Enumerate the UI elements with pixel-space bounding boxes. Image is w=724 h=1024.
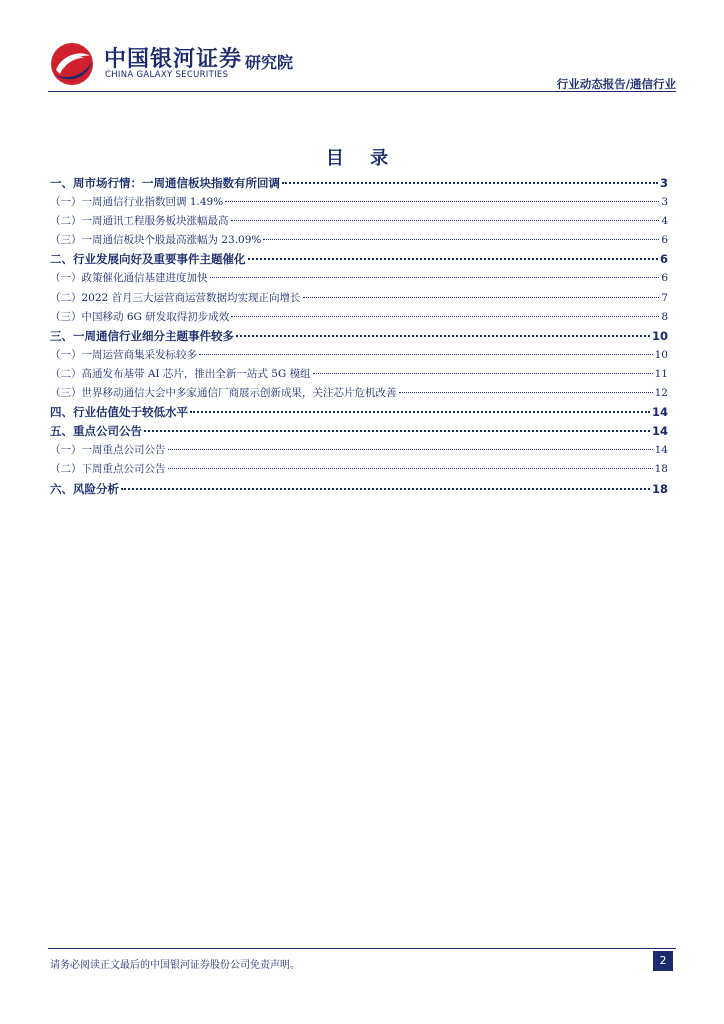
toc-entry-page: 14 (651, 424, 668, 439)
toc-entry-text: （一）一周重点公司公告 (50, 444, 166, 457)
toc-leader-dots (121, 488, 650, 490)
toc-leader-dots (248, 258, 658, 260)
toc-entry-subsection[interactable] (50, 290, 668, 309)
toc-entry-page: 7 (661, 291, 668, 304)
brand-name-en: CHINA GALAXY SECURITIES (105, 70, 229, 80)
toc-title: 目 录 (325, 148, 399, 169)
toc-entry-page: 14 (651, 405, 668, 420)
toc-entry-text: 二、行业发展向好及重要事件主题催化 (50, 252, 246, 267)
footer-divider (48, 948, 676, 949)
page-number: 2 (653, 951, 673, 971)
toc-entry-page: 18 (654, 463, 668, 476)
header-divider (48, 91, 676, 92)
toc-entry-page: 6 (661, 272, 668, 285)
toc-leader-dots (303, 297, 660, 298)
toc-entry-page: 10 (651, 328, 668, 343)
toc-leader-dots (168, 468, 653, 469)
toc-entry-subsection[interactable] (50, 442, 668, 461)
toc-entry-text: （三）世界移动通信大会中多家通信厂商展示创新成果，关注芯片危机改善 (50, 387, 397, 400)
toc-entry-subsection[interactable] (50, 194, 668, 213)
footer-disclaimer: 请务必阅读正文最后的中国银河证券股份公司免责声明。 (50, 960, 300, 971)
toc-entry-text: （一）一周通信行业指数回调 1.49% (50, 196, 224, 209)
toc-entry-text: （一）一周运营商集采发标较多 (50, 348, 197, 361)
toc-leader-dots (190, 411, 650, 413)
toc-entry-page: 14 (654, 444, 668, 457)
toc-entry-subsection[interactable] (50, 366, 668, 385)
toc-entry-text: （二）一周通讯工程服务板块涨幅最高 (50, 215, 229, 228)
toc-entry-page: 3 (661, 196, 668, 209)
toc-entry-subsection[interactable] (50, 270, 668, 289)
brand-institute: 研究院 (245, 53, 294, 72)
toc-entry-text: （二）高通发布基带 AI 芯片，推出全新一站式 5G 模组 (50, 367, 311, 380)
toc-entry-page: 4 (661, 215, 668, 228)
toc-entry-page: 18 (651, 481, 668, 496)
toc-entry-subsection[interactable] (50, 213, 668, 232)
toc-leader-dots (282, 182, 658, 184)
toc-leader-dots (168, 449, 653, 450)
toc-leader-dots (263, 239, 659, 240)
toc-entry-section[interactable] (50, 404, 668, 423)
toc-entry-page: 10 (654, 348, 668, 361)
toc-entry-text: 四、行业估值处于较低水平 (50, 405, 188, 420)
toc-entry-subsection[interactable] (50, 347, 668, 366)
toc-entry-section[interactable] (50, 423, 668, 442)
toc-leader-dots (236, 335, 650, 337)
table-of-contents (50, 175, 668, 500)
page-header (48, 36, 676, 92)
toc-leader-dots (210, 277, 660, 278)
toc-entry-text: 一、周市场行情：一周通信板块指数有所回调 (50, 176, 280, 190)
brand-name-cn: 中国银河证券 (104, 47, 243, 72)
toc-entry-text: 五、重点公司公告 (50, 424, 142, 439)
toc-entry-text: （三）中国移动 6G 研发取得初步成效 (50, 310, 230, 323)
toc-leader-dots (231, 220, 660, 221)
toc-entry-page: 11 (654, 367, 668, 380)
toc-entry-text: 六、风险分析 (50, 481, 119, 496)
toc-entry-text: （三）一周通信板块个股最高涨幅为 23.09% (50, 234, 262, 247)
toc-entry-subsection[interactable] (50, 461, 668, 480)
toc-entry-text: （二）2022 首月三大运营商运营数据均实现正向增长 (50, 291, 301, 304)
toc-entry-page: 6 (661, 234, 668, 247)
toc-entry-page: 6 (659, 252, 668, 267)
toc-entry-subsection[interactable] (50, 309, 668, 328)
toc-entry-page: 3 (659, 176, 668, 190)
galaxy-logo-icon (48, 40, 96, 88)
toc-entry-subsection[interactable] (50, 232, 668, 251)
toc-entry-page: 8 (661, 310, 668, 323)
toc-entry-section[interactable] (50, 251, 668, 270)
toc-entry-subsection[interactable] (50, 385, 668, 404)
toc-entry-text: 三、一周通信行业细分主题事件较多 (50, 328, 234, 343)
toc-leader-dots (199, 354, 653, 355)
toc-entry-section[interactable] (50, 481, 668, 500)
toc-leader-dots (225, 201, 659, 202)
toc-entry-text: （一）政策催化通信基建进度加快 (50, 272, 208, 285)
toc-entry-page: 12 (654, 387, 668, 400)
toc-entry-text: （二）下周重点公司公告 (50, 463, 166, 476)
toc-entry-section[interactable] (50, 328, 668, 347)
toc-leader-dots (399, 392, 653, 393)
toc-leader-dots (144, 430, 650, 432)
toc-leader-dots (231, 316, 659, 317)
toc-leader-dots (313, 373, 653, 374)
report-type-label: 行业动态报告/通信行业 (556, 77, 676, 91)
toc-entry-section[interactable] (50, 175, 668, 194)
